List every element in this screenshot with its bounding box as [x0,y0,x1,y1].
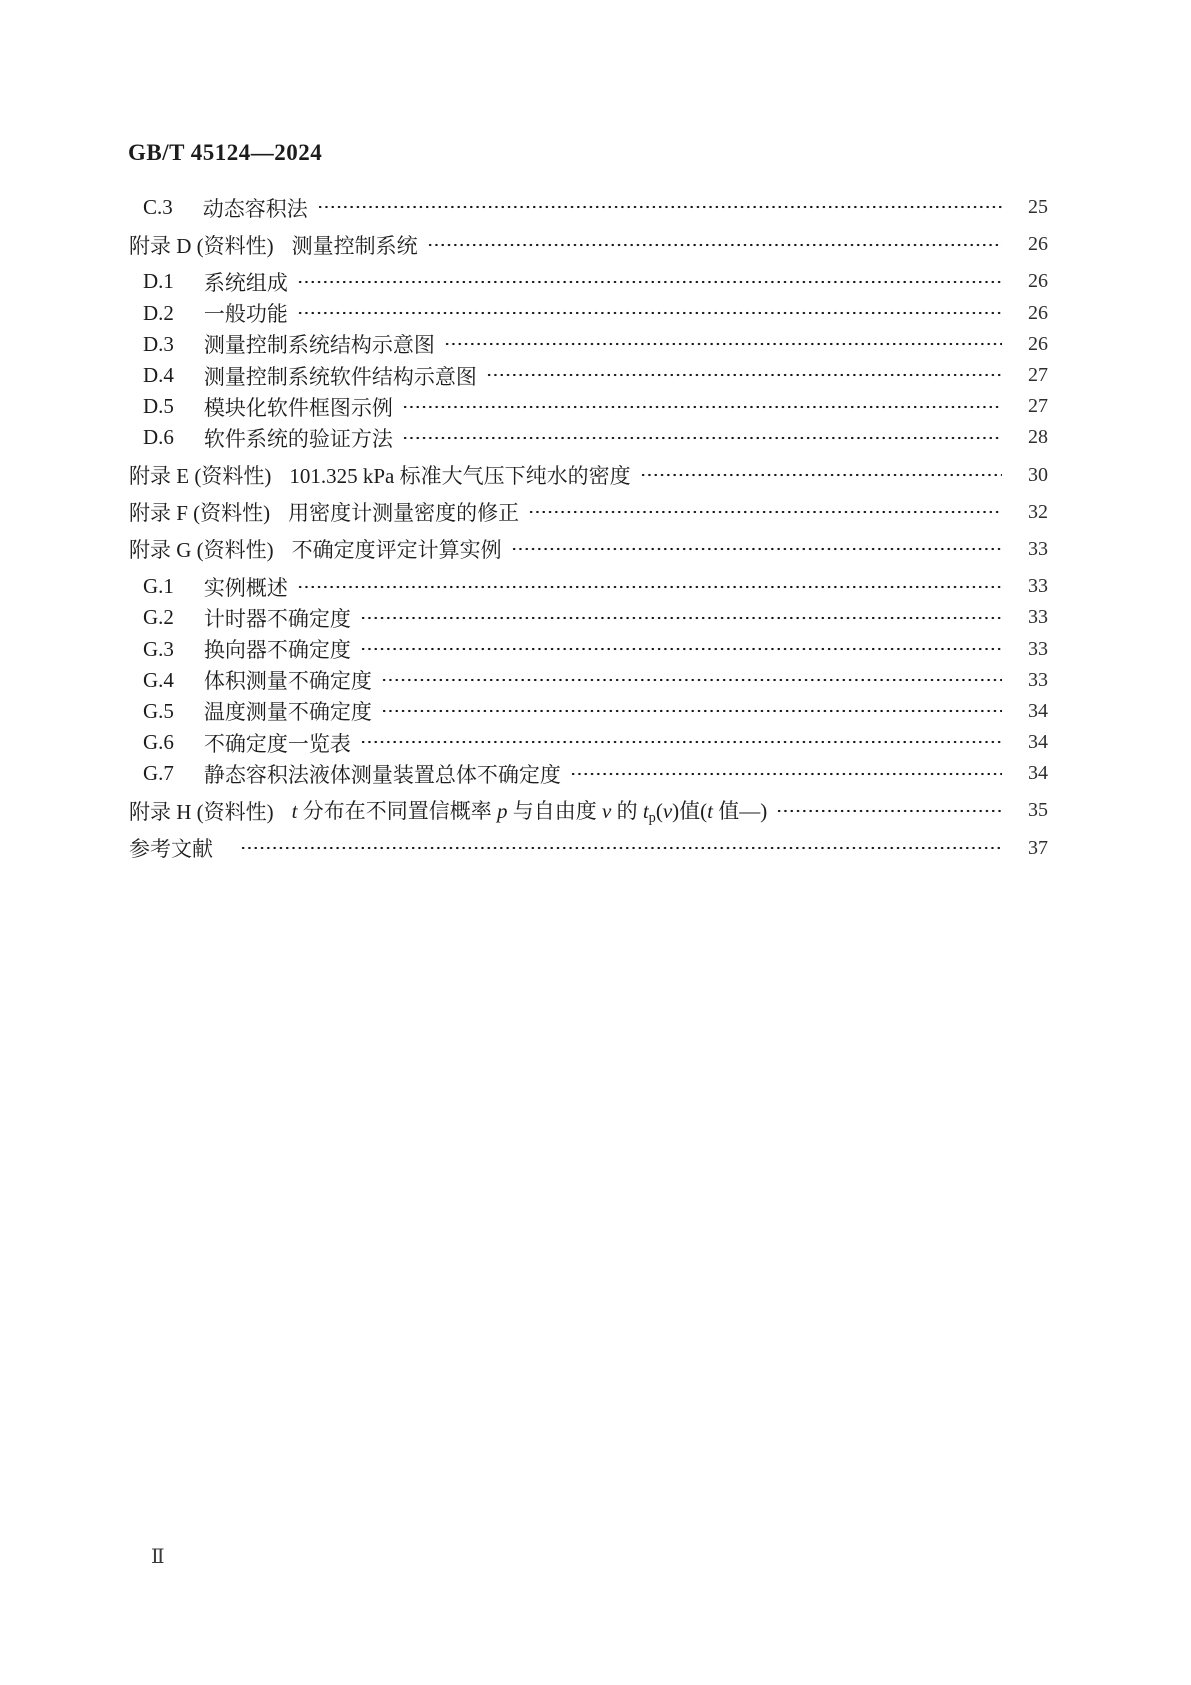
toc-page-number: 27 [1028,364,1048,387]
toc-entry-title: 静态容积法液体测量装置总体不确定度 [203,762,561,787]
toc-entry-number: G.4 [143,667,174,692]
toc-entry-title-part: p [497,798,508,823]
toc-entry [129,665,1048,696]
toc-entry [129,329,1048,360]
toc-page-number: 34 [1028,762,1048,785]
toc-entry-number: 附录 F (资料性) [129,501,271,526]
toc-entry [129,229,1048,260]
toc-entry [129,460,1048,491]
toc-page-number: 26 [1028,301,1048,324]
toc-entry-title: 测量控制系统结构示意图 [203,333,435,358]
toc-entry-title: 实例概述 [203,575,288,600]
dot-leader [402,391,1002,422]
toc-entry-title: 动态容积法 [202,196,308,221]
toc-entry-number: G.5 [143,698,174,723]
toc-entry-number: G.7 [143,761,174,786]
toc-entry-title: 不确定度一览表 [203,731,351,756]
toc-entry [129,795,1048,826]
toc-page-number: 34 [1028,731,1048,754]
toc-entry [129,633,1048,664]
toc-entry-number: D.2 [143,300,174,325]
dot-leader [317,192,1002,223]
toc-entry [129,298,1048,329]
toc-page-number: 26 [1028,233,1048,256]
toc-entry-number: G.3 [143,636,174,661]
toc-entry-title: 换向器不确定度 [203,638,351,663]
table-of-contents [129,192,1048,870]
dot-leader [240,833,1002,864]
toc-entry-number: D.4 [143,363,174,388]
toc-entry-title-part: p [648,809,656,826]
dot-leader [776,795,1002,826]
toc-page-number: 33 [1028,575,1048,598]
toc-page-number: 35 [1028,799,1048,822]
toc-entry-number: 附录 D (资料性) [129,233,274,258]
toc-entry-title-part: v [662,798,673,823]
toc-entry-title-part: )值( [672,798,708,823]
toc-page-number: 26 [1028,270,1048,293]
toc-entry-title: 系统组成 [203,270,288,295]
toc-entry-title-part: 分布在不同置信概率 [297,798,497,823]
toc-entry [129,391,1048,422]
toc-entry [129,422,1048,453]
toc-page-number: 33 [1028,537,1048,560]
toc-entry-number: D.3 [143,331,174,356]
toc-entry-title: 101.325 kPa 标准大气压下纯水的密度 [289,464,631,489]
dot-leader [381,665,1002,696]
toc-entry [129,758,1048,789]
toc-entry-number: D.5 [143,394,174,419]
toc-entry-number: G.2 [143,605,174,630]
toc-page-number: 25 [1028,196,1048,219]
dot-leader [511,534,1002,565]
toc-entry-number: D.6 [143,425,174,450]
toc-entry-title: 一般功能 [203,302,288,327]
toc-entry-number: 参考文献 [129,837,213,862]
toc-page-number: 27 [1028,395,1048,418]
toc-entry-number: G.1 [143,574,174,599]
dot-leader [486,360,1002,391]
toc-entry [129,497,1048,528]
toc-entry-number: D.1 [143,269,174,294]
toc-entry-title-part: t [642,798,649,823]
toc-entry-title [292,795,768,827]
toc-entry-title-part: ( [655,798,663,823]
toc-entry-title-part: v [602,798,612,823]
toc-entry [129,602,1048,633]
toc-entry [129,833,1048,864]
page-number-footer: Ⅱ [151,1546,165,1568]
toc-entry-title: 体积测量不确定度 [203,669,372,694]
toc-entry-title-part: t [291,798,298,823]
toc-entry-title: 模块化软件框图示例 [203,395,393,420]
toc-entry-title-part: 值—) [712,798,768,823]
toc-entry-title: 计时器不确定度 [203,606,351,631]
toc-page-number: 28 [1028,426,1048,449]
dot-leader [427,229,1002,260]
toc-entry-number: 附录 G (资料性) [129,538,274,563]
toc-entry-title: 温度测量不确定度 [203,700,372,725]
toc-entry [129,727,1048,758]
dot-leader [360,633,1002,664]
toc-page-number: 26 [1028,332,1048,355]
toc-entry-title: 测量控制系统软件结构示意图 [203,364,477,389]
toc-page-number: 37 [1028,836,1048,859]
toc-page-number: 33 [1028,606,1048,629]
toc-entry [129,266,1048,297]
toc-entry-title-part: 的 [611,798,643,823]
dot-leader [297,571,1002,602]
toc-entry-title: 测量控制系统 [291,233,418,258]
dot-leader [297,298,1002,329]
dot-leader [528,497,1002,528]
toc-page-number: 32 [1028,500,1048,523]
toc-page-number: 33 [1028,668,1048,691]
toc-entry-title-part: 与自由度 [507,798,602,823]
toc-page-number: 33 [1028,637,1048,660]
toc-entry [129,696,1048,727]
dot-leader [570,758,1002,789]
dot-leader [640,460,1002,491]
document-number: GB/T 45124—2024 [128,140,323,165]
dot-leader [444,329,1002,360]
toc-entry-title-part: t [707,798,713,823]
dot-leader [381,696,1002,727]
toc-page-number: 34 [1028,699,1048,722]
dot-leader [360,602,1002,633]
toc-entry [129,571,1048,602]
toc-entry [129,534,1048,565]
toc-entry-title: 不确定度评定计算实例 [291,538,502,563]
dot-leader [297,266,1002,297]
toc-entry [129,360,1048,391]
toc-entry-title: 用密度计测量密度的修正 [288,501,520,526]
toc-entry-number: G.6 [143,730,174,755]
toc-entry-number: C.3 [143,195,173,220]
toc-entry [129,192,1048,223]
toc-entry-title: 软件系统的验证方法 [203,426,393,451]
toc-entry-number: 附录 E (资料性) [129,464,272,489]
toc-page-number: 30 [1028,463,1048,486]
toc-entry-number: 附录 H (资料性) [129,799,274,824]
dot-leader [360,727,1002,758]
dot-leader [402,422,1002,453]
